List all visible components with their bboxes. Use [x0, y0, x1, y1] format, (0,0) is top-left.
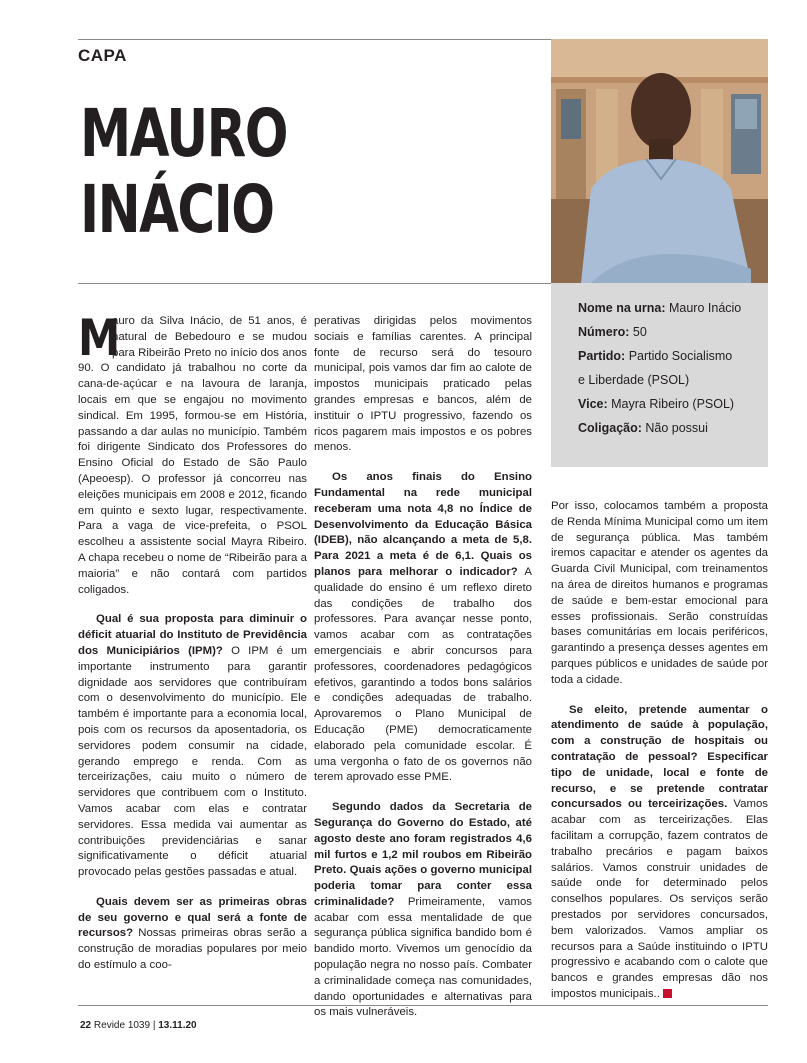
qa-ipm: Qual é sua proposta para diminuir o déficit atuarial do Instituto de Previdência dos Municipiários (IPM)? O IPM é um importante instrumento para garantir dignidade aos servidores que contribuíram com o desenvolvimento do município. Ele também é importante para a economia local, pois com os recursos da aposentadoria, os servidores podem consumir na cidade, gerando emprego e renda. Com as terceirizações, caiu muito o número de servidores que contribuem com o Instituto. Vamos acabar com elas e contratar servidores. Essa medida vai aumentar as contribuições previdenciárias e sanar significativamente o déficit atuarial provocado pelas gestões passadas e atual. — [78, 613, 307, 879]
intro-paragraph: M auro da Silva Inácio, de 51 anos, é natural de Bebedouro e se mudou para Ribeirão Preto no início dos anos 90. O candidato já trabalhou no corte da cana-de-açúcar e na lavoura de laranja, locais em que se engajou no movimento sindical. Em 1995, formou-se em História, passando a dar aulas no município. Também foi dirigente Sindicato dos Professores do Ensino Oficial do Estado de São Paulo (Apeoesp). O professor já concorreu nas eleições municipais em 2008 e 2012, ficando em quinto e sexto lugar, respectivamente. Para a vaga de vice-prefeita, o PSOL escolheu a assistente social Mayra Ribeiro. A chapa recebeu o nome de “Ribeirão para a maioria” e não contará com partidos coligados. — [78, 309, 307, 596]
end-mark-icon: R — [663, 989, 672, 998]
drop-cap: M — [78, 309, 121, 367]
info-numero: Número: 50 — [578, 325, 647, 339]
section-label: CAPA — [78, 46, 127, 65]
magazine-issue: Revide 1039 — [93, 1020, 151, 1031]
page-number: 22 — [80, 1020, 92, 1031]
qa-saude: Se eleito, pretende aumentar o atendimento de saúde à população, com a construção de hospitais ou contratação de pessoal? Especificar tipo de unidade, local e fonte de recurso, e se pretende contratar concursados ou terceirizações. Vamos acabar com as terceirizações. Elas facilitam a corrupção, fazem contratos de trabalho precários e pagam baixos salários. Vamos construir unidades de saúde onde for determinado pelos conselhos populares. Os serviços serão prestados por servidores concursados, bem valorizados. Vamos ampliar os recursos para a Saúde instituindo o IPTU progressivo e acabando com o calote que bancos e grandes empresas dão nos impostos municipais.. R — [551, 703, 768, 1000]
candidate-photo-illustration — [551, 39, 768, 283]
seguranca-continued: Por isso, colocamos também a proposta de Renda Mínima Municipal como um item de segurança pública. Mas também iremos capacitar e atender os agentes da Guarda Civil Municipal, com treinamentos na área de direitos humanos e programas de saúde e bem-estar emocional para esses profissionais. Serão construídas bases comunitárias em locais periféricos, garantindo a presença desses agentes em parques públicos e unidades de saúde por toda a cidade. — [551, 500, 768, 686]
article-column-2 — [314, 314, 532, 1035]
info-coligacao: Coligação: Não possui — [578, 421, 708, 435]
mid-rule — [78, 283, 551, 284]
info-partido: Partido: Partido Socialismo — [578, 349, 733, 363]
bottom-rule — [78, 1005, 768, 1006]
qa-ideb: Os anos finais do Ensino Fundamental na rede municipal receberam uma nota 4,8 no Índice de Desenvolvimento da Educação Básica (IDEB), não alcançando a meta de 5,8. Para 2021 a meta é de 6,1. Quais os planos para melhorar o indicador? A qualidade do ensino é um reflexo direto das condições de trabalho dos professores. Para avançar nesse ponto, vamos acabar com as contratações emergenciais e abrir concursos para professores, coordenadores pedagógicos efetivos, garantindo a todos bons salários e condições adequadas de trabalho. Aprovaremos o Plano Municipal de Educação (PME) democraticamente elaborado pela comunidade escolar. É uma vergonha o fato de os governos não terem aprovado esse PME. — [314, 471, 532, 784]
info-nome: Nome na urna: Mauro Inácio — [578, 301, 742, 315]
issue-date: 13.11.20 — [158, 1020, 197, 1031]
title-line-2: INÁCIO — [80, 171, 274, 248]
page-footer — [80, 1020, 197, 1031]
candidate-info-box — [551, 283, 768, 467]
obras-continued: perativas dirigidas pelos movimentos sociais e famílias carentes. A principal fonte de recurso será do tesouro municipal, pois vamos dar fim ao calote de impostos municipais praticado pelas grandes empresas e bancos, além de instituir o IPTU progressivo, fazendo os ricos pagarem mais impostos e os pobres menos. — [314, 315, 532, 454]
title-line-1: MAURO — [80, 95, 287, 172]
qa-seguranca: Segundo dados da Secretaria de Segurança do Governo do Estado, até agosto deste ano foram registrados 4,6 mil furtos e 1,2 mil roubos em Ribeirão Preto. Quais ações o governo municipal poderia tomar para conter essa criminalidade? Primeiramente, vamos acabar com essa mentalidade de que segurança pública significa bandido bom é bandido morto. Vivemos um genocídio da população negra no nosso país. Combater a criminalidade começa nas comunidades, dando oportunidades e alternativas para os mais vulneráveis. — [314, 801, 532, 1019]
info-vice: Vice: Mayra Ribeiro (PSOL) — [578, 397, 735, 411]
article-column-3 — [551, 499, 768, 1017]
info-partido-cont: e Liberdade (PSOL) — [578, 373, 690, 387]
qa-obras: Quais devem ser as primeiras obras de seu governo e qual será a fonte de recursos? Nossas primeiras obras serão a construção de moradias populares por meio do estímulo a coo- — [78, 895, 307, 972]
candidate-photo — [551, 39, 768, 283]
article-column-1 — [78, 309, 307, 988]
footer-separator: | — [150, 1020, 159, 1031]
article-title — [80, 96, 287, 248]
